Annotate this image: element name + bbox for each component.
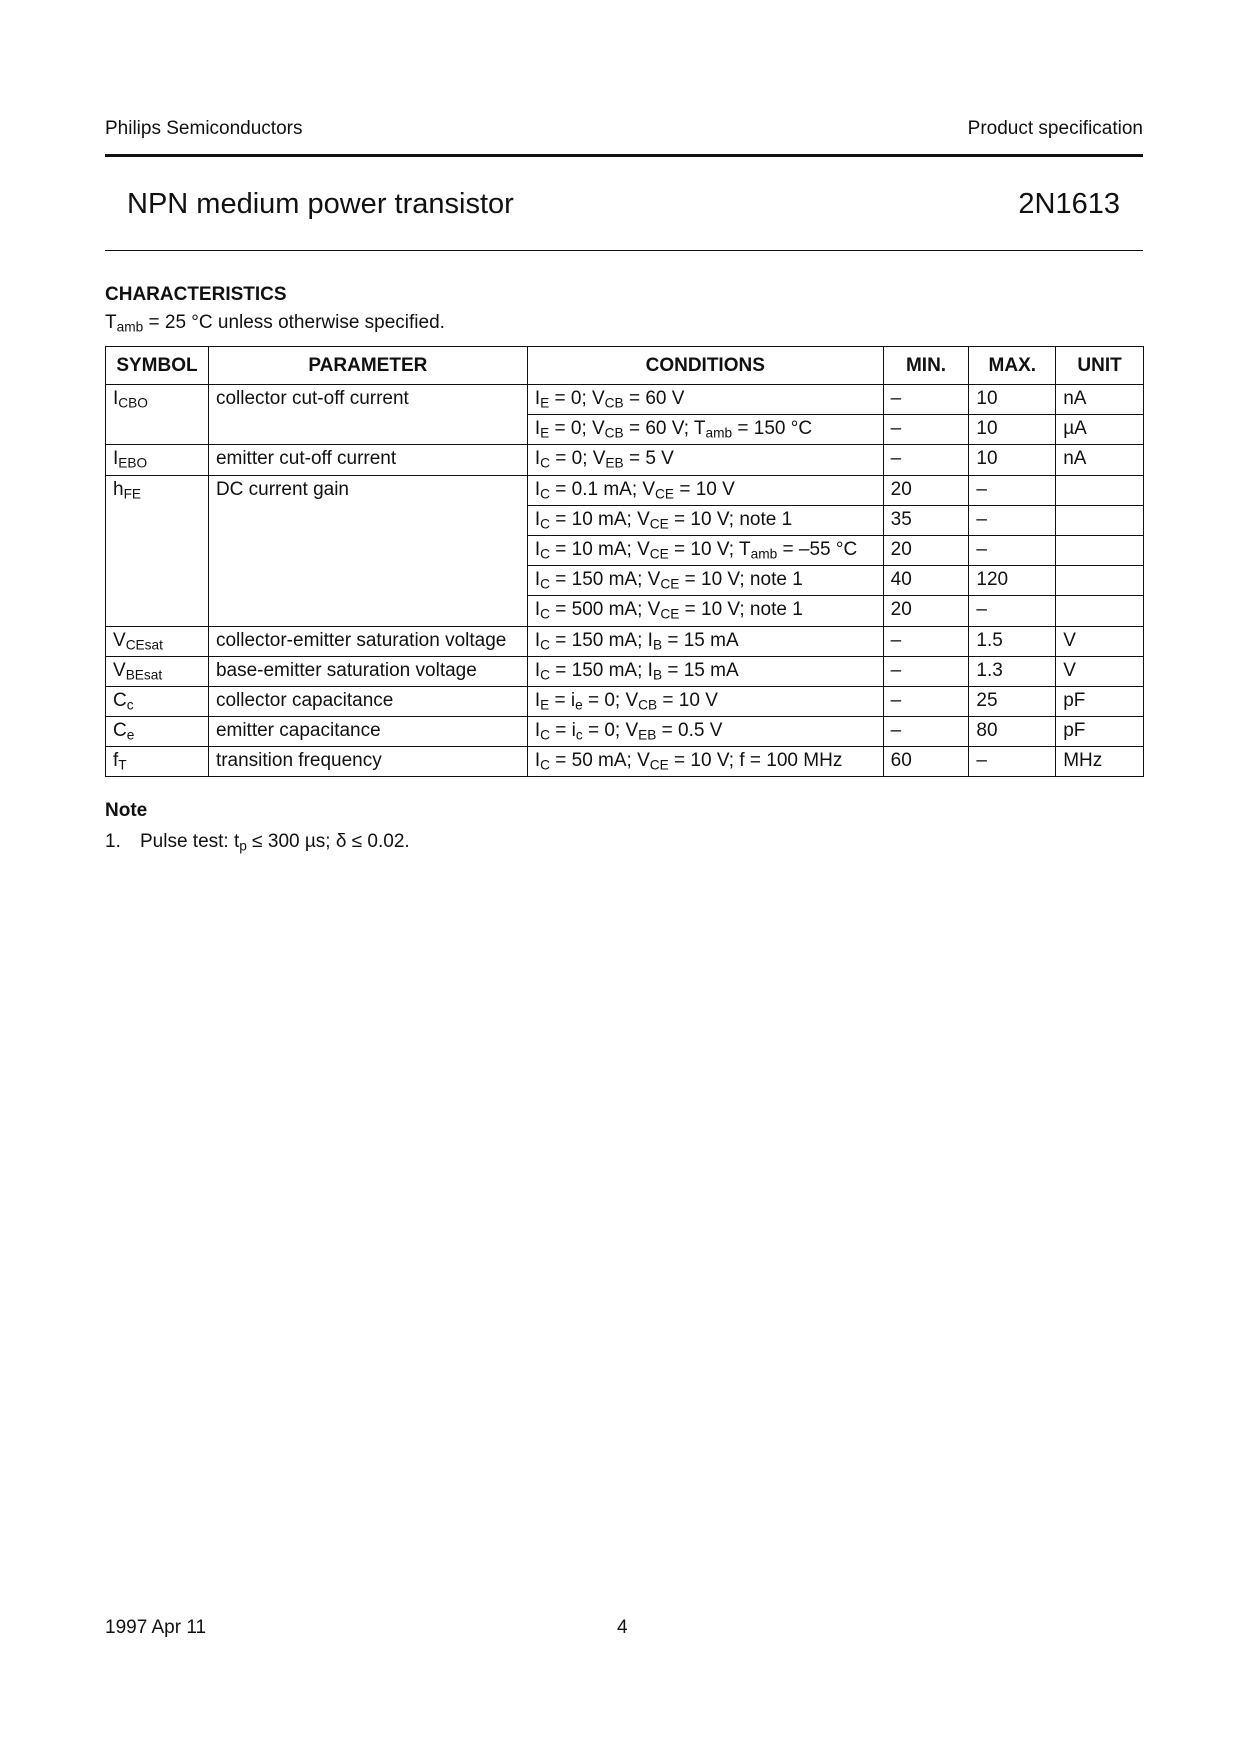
cell-conditions: $I_C = 10$ mA; $V_{CE} = 10$ V; note 1 [527,505,883,535]
cell-unit [1056,475,1144,505]
cell-parameter: DC current gain [208,475,527,626]
section-title: CHARACTERISTICS [105,284,287,305]
note-text: Pulse test: $t_p \le 300$ µs; δ ≤ 0.02. [140,831,410,854]
cell-parameter: emitter capacitance [208,717,527,747]
cell-parameter: base-emitter saturation voltage [208,656,527,686]
table-row [106,475,1144,505]
cell-parameter: collector cut-off current [208,385,527,445]
header-rule [105,154,1143,157]
cell-unit: nA [1056,385,1144,415]
part-number: 2N1613 [1018,188,1120,220]
table-header-row [106,347,1144,385]
cell-max: 25 [969,686,1056,716]
cell-min: – [883,686,969,716]
cell-symbol: $f_T$ [106,747,209,777]
cell-parameter: collector-emitter saturation voltage [208,626,527,656]
cell-max: 10 [969,415,1056,445]
column-header-unit: UNIT [1056,347,1144,385]
cell-unit: µA [1056,415,1144,445]
cell-conditions: $I_C = 150$ mA; $I_B = 15$ mA [527,626,883,656]
column-header-max: MAX. [969,347,1056,385]
column-header-parameter: PARAMETER [208,347,527,385]
cell-max: – [969,596,1056,626]
table-row [106,656,1144,686]
cell-max: 80 [969,717,1056,747]
characteristics-table [105,346,1144,777]
cell-conditions: $I_C = 150$ mA; $I_B = 15$ mA [527,656,883,686]
cell-max: 1.5 [969,626,1056,656]
cell-max: 1.3 [969,656,1056,686]
cell-min: – [883,415,969,445]
cell-conditions: $I_C = 50$ mA; $V_{CE} = 10$ V; f = 100 MHz [527,747,883,777]
table-row [106,686,1144,716]
cell-min: 35 [883,505,969,535]
cell-unit [1056,535,1144,565]
cell-min: – [883,385,969,415]
header-company: Philips Semiconductors [105,118,303,139]
cell-min: – [883,626,969,656]
cell-min: – [883,717,969,747]
cell-max: 120 [969,566,1056,596]
cell-unit: V [1056,656,1144,686]
title-rule [105,250,1143,251]
cell-parameter: transition frequency [208,747,527,777]
cell-symbol: $I_{EBO}$ [106,445,209,475]
cell-min: 60 [883,747,969,777]
table-row [106,626,1144,656]
cell-symbol: $V_{BEsat}$ [106,656,209,686]
cell-symbol: $I_{CBO}$ [106,385,209,445]
cell-conditions: $I_E = 0$; $V_{CB} = 60$ V; $T_{amb} = 150$ °C [527,415,883,445]
cell-unit: pF [1056,686,1144,716]
cell-unit: V [1056,626,1144,656]
table-row [106,445,1144,475]
column-header-symbol: SYMBOL [106,347,209,385]
cell-max: – [969,535,1056,565]
table-row [106,717,1144,747]
cell-min: 40 [883,566,969,596]
table-row [106,747,1144,777]
table-body [106,385,1144,777]
document-title: NPN medium power transistor [127,188,514,220]
cell-min: 20 [883,475,969,505]
cell-parameter: collector capacitance [208,686,527,716]
cell-min: – [883,656,969,686]
column-header-min: MIN. [883,347,969,385]
cell-unit [1056,566,1144,596]
cell-max: – [969,475,1056,505]
cell-max: – [969,505,1056,535]
cell-symbol: $V_{CEsat}$ [106,626,209,656]
note-item [105,831,410,853]
footer-page-number: 4 [617,1617,628,1638]
cell-parameter: emitter cut-off current [208,445,527,475]
cell-min: – [883,445,969,475]
cell-unit: MHz [1056,747,1144,777]
cell-unit [1056,505,1144,535]
table-row [106,385,1144,415]
header-doc-type: Product specification [967,118,1143,139]
footer-date: 1997 Apr 11 [105,1617,207,1638]
cell-conditions: $I_C = i_c = 0$; $V_{EB} = 0.5$ V [527,717,883,747]
cell-conditions: $I_E = 0$; $V_{CB} = 60$ V [527,385,883,415]
cell-unit: nA [1056,445,1144,475]
cell-min: 20 [883,535,969,565]
cell-max: – [969,747,1056,777]
column-header-conditions: CONDITIONS [527,347,883,385]
cell-max: 10 [969,385,1056,415]
cell-symbol: $C_c$ [106,686,209,716]
section-subtitle: $T_{amb} = 25$ °C unless otherwise specified. [105,312,445,335]
cell-conditions: $I_C = 500$ mA; $V_{CE} = 10$ V; note 1 [527,596,883,626]
cell-symbol: $C_e$ [106,717,209,747]
note-title: Note [105,800,148,821]
cell-min: 20 [883,596,969,626]
cell-conditions: $I_C = 10$ mA; $V_{CE} = 10$ V; $T_{amb} = -55$ °C [527,535,883,565]
cell-conditions: $I_E = i_e = 0$; $V_{CB} = 10$ V [527,686,883,716]
cell-symbol: $h_{FE}$ [106,475,209,626]
cell-unit: pF [1056,717,1144,747]
cell-conditions: $I_C = 0$; $V_{EB} = 5$ V [527,445,883,475]
note-number: 1. [105,831,121,852]
cell-max: 10 [969,445,1056,475]
cell-unit [1056,596,1144,626]
cell-conditions: $I_C = 0.1$ mA; $V_{CE} = 10$ V [527,475,883,505]
cell-conditions: $I_C = 150$ mA; $V_{CE} = 10$ V; note 1 [527,566,883,596]
